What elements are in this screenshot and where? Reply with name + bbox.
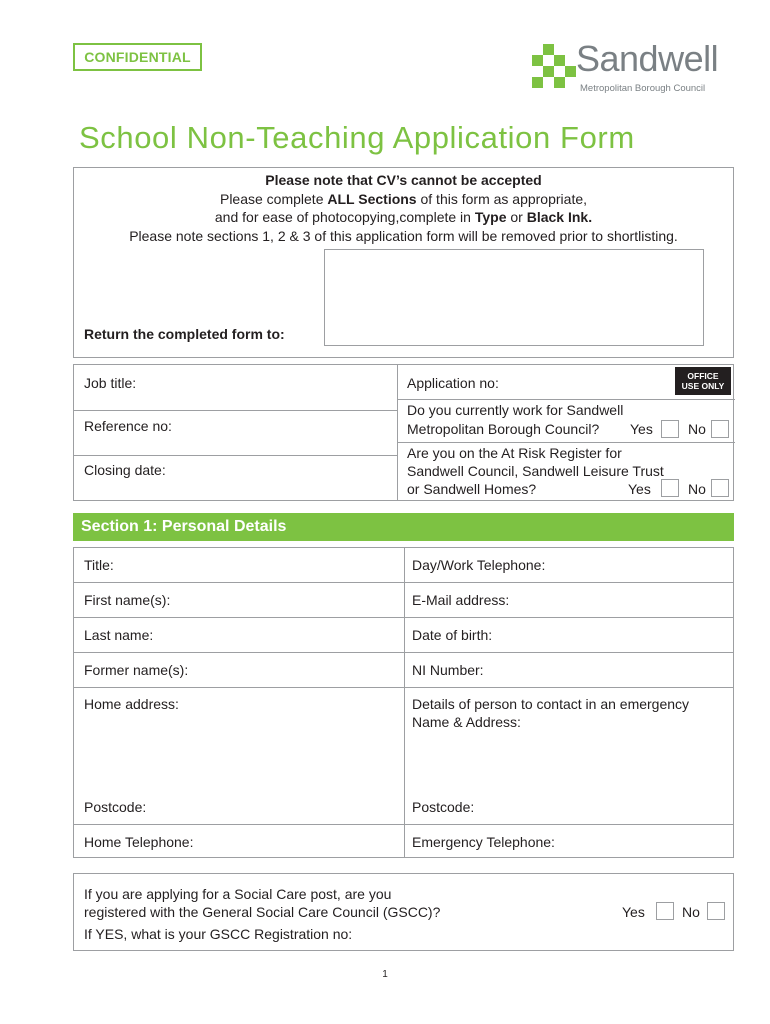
first-name-field[interactable]: First name(s): [84, 592, 171, 608]
former-name-field[interactable]: Former name(s): [84, 662, 189, 678]
date-of-birth-field[interactable]: Date of birth: [412, 627, 493, 643]
work-yes-label: Yes [630, 421, 653, 437]
gscc-yes-checkbox[interactable] [656, 902, 674, 920]
gscc-registration-field[interactable]: If YES, what is your GSCC Registration no: [84, 926, 353, 942]
risk-yes-label: Yes [628, 481, 651, 497]
gscc-box [73, 873, 734, 951]
logo-subtitle: Metropolitan Borough Council [580, 83, 706, 94]
logo-square [543, 66, 554, 77]
logo-square [554, 77, 565, 88]
risk-no-checkbox[interactable] [711, 479, 729, 497]
logo-square [543, 44, 554, 55]
gscc-no-checkbox[interactable] [707, 902, 725, 920]
risk-question-line2: Sandwell Council, Sandwell Leisure Trust [407, 463, 664, 479]
confidential-label: CONFIDENTIAL [73, 43, 202, 71]
work-no-checkbox[interactable] [711, 420, 729, 438]
office-use-badge: OFFICE USE ONLY [675, 367, 731, 395]
work-question-line2: Metropolitan Borough Council? [407, 421, 600, 437]
shortlisting-notice: Please note sections 1, 2 & 3 of this application form will be removed prior to shortlisting. [129, 227, 678, 244]
job-info-table [73, 364, 734, 501]
personal-details-table [73, 547, 734, 858]
emergency-telephone-field[interactable]: Emergency Telephone: [412, 834, 555, 850]
closing-date-field[interactable]: Closing date: [84, 462, 166, 478]
gscc-no-label: No [682, 904, 700, 920]
gscc-question: If you are applying for a Social Care post, are you [84, 886, 392, 902]
email-field[interactable]: E-Mail address: [412, 592, 510, 608]
emergency-name-address-label: Name & Address: [412, 714, 521, 730]
logo-square [565, 66, 576, 77]
home-postcode-field[interactable]: Postcode: [84, 799, 147, 815]
risk-question-line3: or Sandwell Homes? [407, 481, 537, 497]
notice-text [74, 171, 733, 245]
work-yes-checkbox[interactable] [661, 420, 679, 438]
application-no-field: Application no: [407, 375, 499, 391]
emergency-contact-field[interactable]: Details of person to contact in an emergency [412, 696, 690, 712]
reference-no-field[interactable]: Reference no: [84, 418, 172, 434]
logo-brand: Sandwell [576, 38, 719, 79]
complete-sections-notice: Please complete ALL Sections of this form as appropriate, [219, 190, 588, 207]
section1-header: Section 1: Personal Details [73, 513, 734, 541]
emergency-postcode-field[interactable]: Postcode: [412, 799, 475, 815]
last-name-field[interactable]: Last name: [84, 627, 154, 643]
page-title: School Non-Teaching Application Form [79, 120, 635, 155]
title-field[interactable]: Title: [84, 557, 114, 573]
risk-yes-checkbox[interactable] [661, 479, 679, 497]
day-telephone-field[interactable]: Day/Work Telephone: [412, 557, 546, 573]
notice-box [73, 167, 734, 358]
cv-notice: Please note that CV’s cannot be accepted [265, 172, 542, 188]
return-label: Return the completed form to: [84, 326, 285, 342]
gscc-yes-label: Yes [622, 904, 645, 920]
sandwell-logo [528, 38, 738, 96]
logo-square [554, 55, 565, 66]
home-telephone-field[interactable]: Home Telephone: [84, 834, 194, 850]
logo-square [532, 55, 543, 66]
work-no-label: No [688, 421, 706, 437]
return-address-field[interactable] [324, 249, 704, 346]
home-address-field[interactable]: Home address: [84, 696, 179, 712]
risk-question: Are you on the At Risk Register for [407, 445, 622, 461]
risk-no-label: No [688, 481, 706, 497]
page-number: 1 [382, 969, 388, 980]
gscc-question-line2: registered with the General Social Care Council (GSCC)? [84, 904, 441, 920]
ink-notice: and for ease of photocopying,complete in Type or Black Ink. [214, 209, 593, 225]
work-question: Do you currently work for Sandwell [407, 402, 624, 418]
ni-number-field[interactable]: NI Number: [412, 662, 484, 678]
logo-square [532, 77, 543, 88]
job-title-field[interactable]: Job title: [84, 375, 137, 391]
